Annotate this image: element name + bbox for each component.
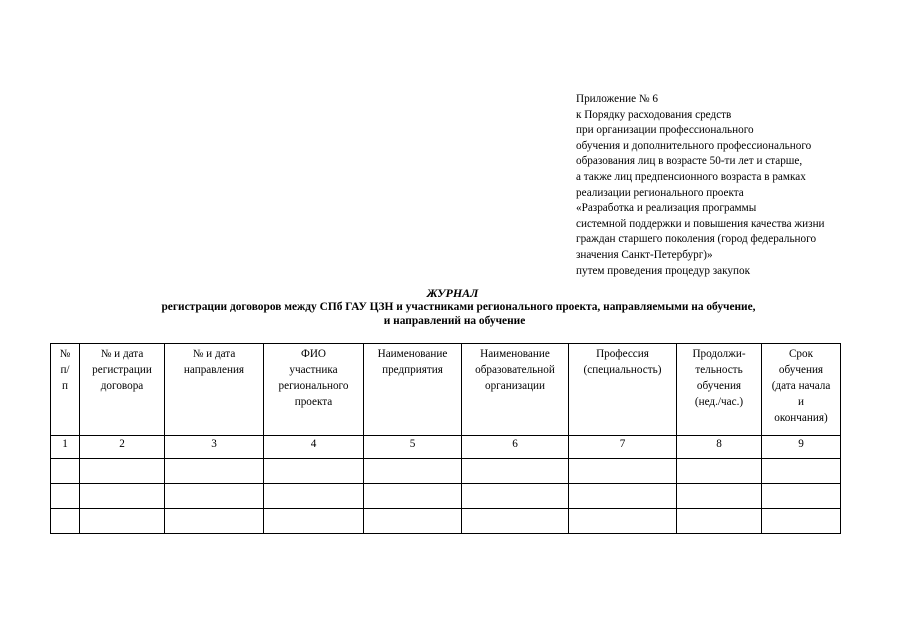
- table-row: [51, 484, 841, 509]
- column-header-line: регионального: [278, 380, 349, 392]
- table-cell[interactable]: [80, 509, 165, 534]
- table-cell[interactable]: [462, 459, 569, 484]
- column-number-cell: 9: [762, 436, 841, 459]
- table-cell[interactable]: [165, 484, 264, 509]
- column-number-cell: 5: [364, 436, 462, 459]
- column-header: [364, 344, 462, 436]
- title-subheading-2: и направлений на обучение: [383, 315, 526, 328]
- column-header-line: № и дата: [100, 348, 144, 360]
- appendix-line: граждан старшего поколения (город федерального: [576, 233, 817, 246]
- column-header: [569, 344, 677, 436]
- column-header-line: образовательной: [475, 364, 555, 376]
- table-cell[interactable]: [677, 509, 762, 534]
- column-header-line: Профессия: [596, 348, 649, 360]
- table-cell[interactable]: [569, 509, 677, 534]
- column-header-line: (специальность): [583, 364, 662, 376]
- table-cell[interactable]: [569, 484, 677, 509]
- table-header-row: [51, 344, 841, 436]
- appendix-line: путем проведения процедур закупок: [576, 264, 751, 277]
- table-cell[interactable]: [762, 484, 841, 509]
- column-header-line: Срок: [788, 348, 814, 360]
- table-cell[interactable]: [264, 509, 364, 534]
- column-number-cell: 2: [80, 436, 165, 459]
- table-cell[interactable]: [762, 459, 841, 484]
- appendix-note: [576, 92, 896, 279]
- column-number-cell: 1: [51, 436, 80, 459]
- table-cell[interactable]: [462, 509, 569, 534]
- column-header-line: (нед./час.): [694, 396, 744, 408]
- column-number-cell: 6: [462, 436, 569, 459]
- column-number-cell: 7: [569, 436, 677, 459]
- table-cell[interactable]: [364, 484, 462, 509]
- table-cell[interactable]: [569, 459, 677, 484]
- column-header-line: направления: [183, 364, 245, 376]
- column-header-line: № и дата: [192, 348, 236, 360]
- appendix-line: образования лиц в возрасте 50-ти лет и старше,: [576, 155, 803, 168]
- column-header-line: Наименование: [480, 348, 550, 360]
- column-header-line: предприятия: [382, 364, 443, 376]
- column-header-line: регистрации: [92, 364, 152, 376]
- column-header-line: договора: [100, 380, 144, 392]
- column-header-line: Наименование: [377, 348, 448, 360]
- column-header-line: тельность: [695, 364, 743, 376]
- column-header: [264, 344, 364, 436]
- table-cell[interactable]: [364, 509, 462, 534]
- appendix-line: «Разработка и реализация программы: [576, 202, 757, 215]
- table-cell[interactable]: [364, 459, 462, 484]
- appendix-line: значения Санкт-Петербург)»: [576, 248, 713, 261]
- table-cell[interactable]: [51, 484, 80, 509]
- column-number-cell: 4: [264, 436, 364, 459]
- column-header-line: ФИО: [301, 348, 326, 360]
- table-cell[interactable]: [51, 459, 80, 484]
- appendix-line: Приложение № 6: [576, 93, 658, 105]
- column-header: [462, 344, 569, 436]
- column-number-cell: 3: [165, 436, 264, 459]
- appendix-line: при организации профессионального: [576, 124, 754, 137]
- column-header: [677, 344, 762, 436]
- table-row: [51, 509, 841, 534]
- title-heading: ЖУРНАЛ: [426, 286, 479, 300]
- column-header-line: №: [59, 348, 71, 360]
- table-cell[interactable]: [677, 459, 762, 484]
- table-row: [51, 459, 841, 484]
- table-cell[interactable]: [677, 484, 762, 509]
- column-header-line: п/: [60, 364, 70, 376]
- column-header-line: проекта: [294, 396, 333, 408]
- table-cell[interactable]: [165, 509, 264, 534]
- column-header: [51, 344, 80, 436]
- column-header: [762, 344, 841, 436]
- registration-table: [50, 343, 841, 534]
- table-cell[interactable]: [762, 509, 841, 534]
- column-header-line: обучения: [696, 380, 742, 392]
- column-header-line: Продолжи-: [692, 348, 746, 360]
- journal-title: [0, 286, 905, 329]
- appendix-line: обучения и дополнительного профессионального: [576, 139, 812, 152]
- table-cell[interactable]: [51, 509, 80, 534]
- table-cell[interactable]: [80, 484, 165, 509]
- appendix-line: а также лиц предпенсионного возраста в рамках: [576, 170, 806, 183]
- column-header-line: участника: [289, 364, 338, 376]
- table-cell[interactable]: [264, 484, 364, 509]
- column-header-line: обучения: [778, 364, 824, 376]
- column-header-line: (дата начала: [771, 380, 831, 392]
- appendix-line: к Порядку расходования средств: [576, 108, 732, 121]
- column-header-line: и: [798, 396, 804, 408]
- table-cell[interactable]: [264, 459, 364, 484]
- table-cell[interactable]: [165, 459, 264, 484]
- appendix-line: реализации регионального проекта: [576, 186, 744, 199]
- column-header-line: окончания): [774, 412, 828, 424]
- column-header-line: организации: [484, 380, 546, 392]
- column-number-cell: 8: [677, 436, 762, 459]
- appendix-line: системной поддержки и повышения качества жизни: [576, 217, 825, 230]
- title-subheading: регистрации договоров между СПб ГАУ ЦЗН и участниками регионального проекта, направляемыми на обучение,: [161, 301, 756, 314]
- column-header: [80, 344, 165, 436]
- column-header: [165, 344, 264, 436]
- column-number-row: [51, 436, 841, 459]
- table-cell[interactable]: [462, 484, 569, 509]
- table-cell[interactable]: [80, 459, 165, 484]
- column-header-line: п: [62, 380, 68, 392]
